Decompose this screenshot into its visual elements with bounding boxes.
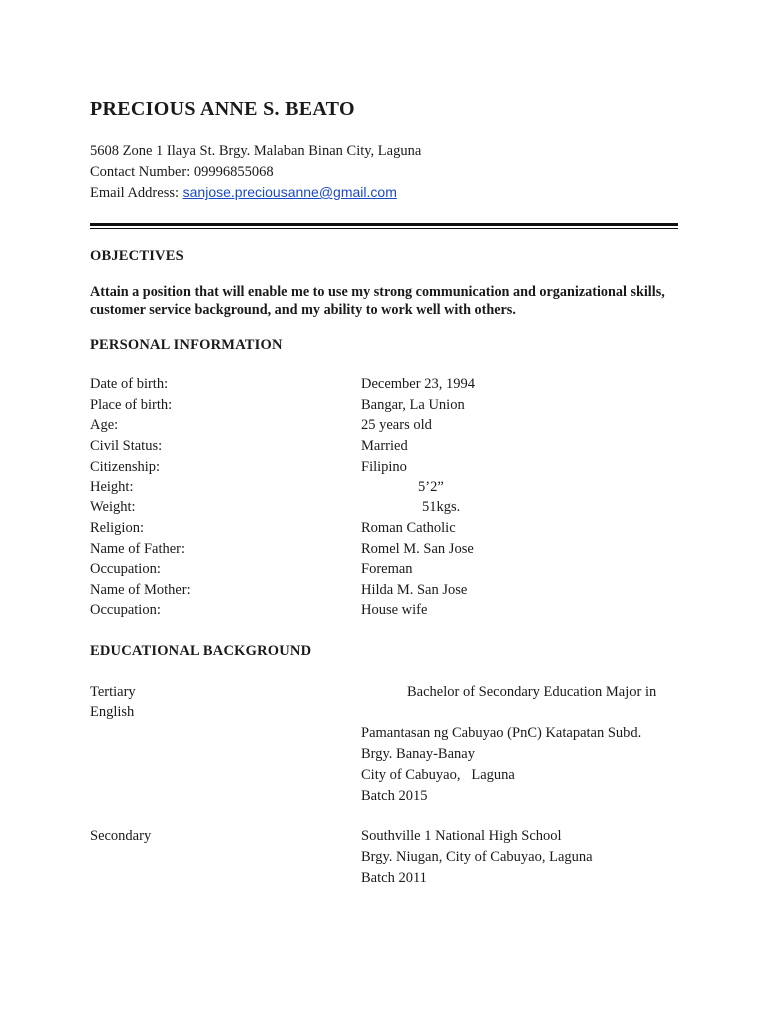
father-name-value: Romel M. San Jose	[361, 541, 474, 557]
secondary-batch: Batch 2011	[361, 870, 427, 886]
pob-value: Bangar, La Union	[361, 397, 465, 413]
religion-value: Roman Catholic	[361, 520, 456, 536]
email-line	[90, 183, 397, 202]
secondary-school: Southville 1 National High School	[361, 828, 562, 844]
header-divider-thin	[90, 228, 678, 229]
email-link[interactable]: sanjose.preciousanne@gmail.com	[182, 184, 397, 200]
contact-number: Contact Number: 09996855068	[90, 164, 274, 180]
height-label: Height:	[90, 479, 134, 495]
weight-value: 51kgs.	[422, 499, 461, 515]
mother-name-label: Name of Mother:	[90, 582, 191, 598]
father-occupation-value: Foreman	[361, 561, 413, 577]
citizenship-label: Citizenship:	[90, 459, 161, 475]
education-heading: EDUCATIONAL BACKGROUND	[90, 643, 312, 659]
tertiary-label: Tertiary	[90, 684, 136, 700]
religion-label: Religion:	[90, 520, 144, 536]
citizenship-value: Filipino	[361, 459, 407, 475]
personal-info-heading: PERSONAL INFORMATION	[90, 337, 283, 353]
secondary-address: Brgy. Niugan, City of Cabuyao, Laguna	[361, 849, 593, 865]
father-occupation-label: Occupation:	[90, 561, 161, 577]
mother-occupation-label: Occupation:	[90, 602, 161, 618]
tertiary-batch: Batch 2015	[361, 788, 428, 804]
weight-label: Weight:	[90, 499, 136, 515]
tertiary-school: Pamantasan ng Cabuyao (PnC) Katapatan Subd.	[361, 725, 642, 741]
tertiary-degree-cont: English	[90, 704, 135, 720]
tertiary-address-2: City of Cabuyao, Laguna	[361, 767, 515, 783]
age-value: 25 years old	[361, 417, 432, 433]
father-name-label: Name of Father:	[90, 541, 186, 557]
height-value: 5’2”	[418, 479, 444, 495]
mother-occupation-value: House wife	[361, 602, 428, 618]
pob-label: Place of birth:	[90, 397, 173, 413]
applicant-name: PRECIOUS ANNE S. BEATO	[90, 98, 355, 120]
tertiary-degree: Bachelor of Secondary Education Major in	[407, 684, 657, 700]
mother-name-value: Hilda M. San Jose	[361, 582, 468, 598]
address-line: 5608 Zone 1 Ilaya St. Brgy. Malaban Binan City, Laguna	[90, 143, 422, 159]
header-divider	[90, 223, 678, 226]
dob-label: Date of birth:	[90, 376, 169, 392]
dob-value: December 23, 1994	[361, 376, 475, 392]
age-label: Age:	[90, 417, 119, 433]
tertiary-address-1: Brgy. Banay-Banay	[361, 746, 475, 762]
objectives-heading: OBJECTIVES	[90, 248, 184, 264]
objectives-text: Attain a position that will enable me to use my strong communication and organizational skills, customer service background, and my ability to work well with others.	[90, 284, 665, 318]
email-label: Email Address:	[90, 185, 183, 201]
secondary-label: Secondary	[90, 828, 152, 844]
civil-status-value: Married	[361, 438, 408, 454]
civil-status-label: Civil Status:	[90, 438, 163, 454]
